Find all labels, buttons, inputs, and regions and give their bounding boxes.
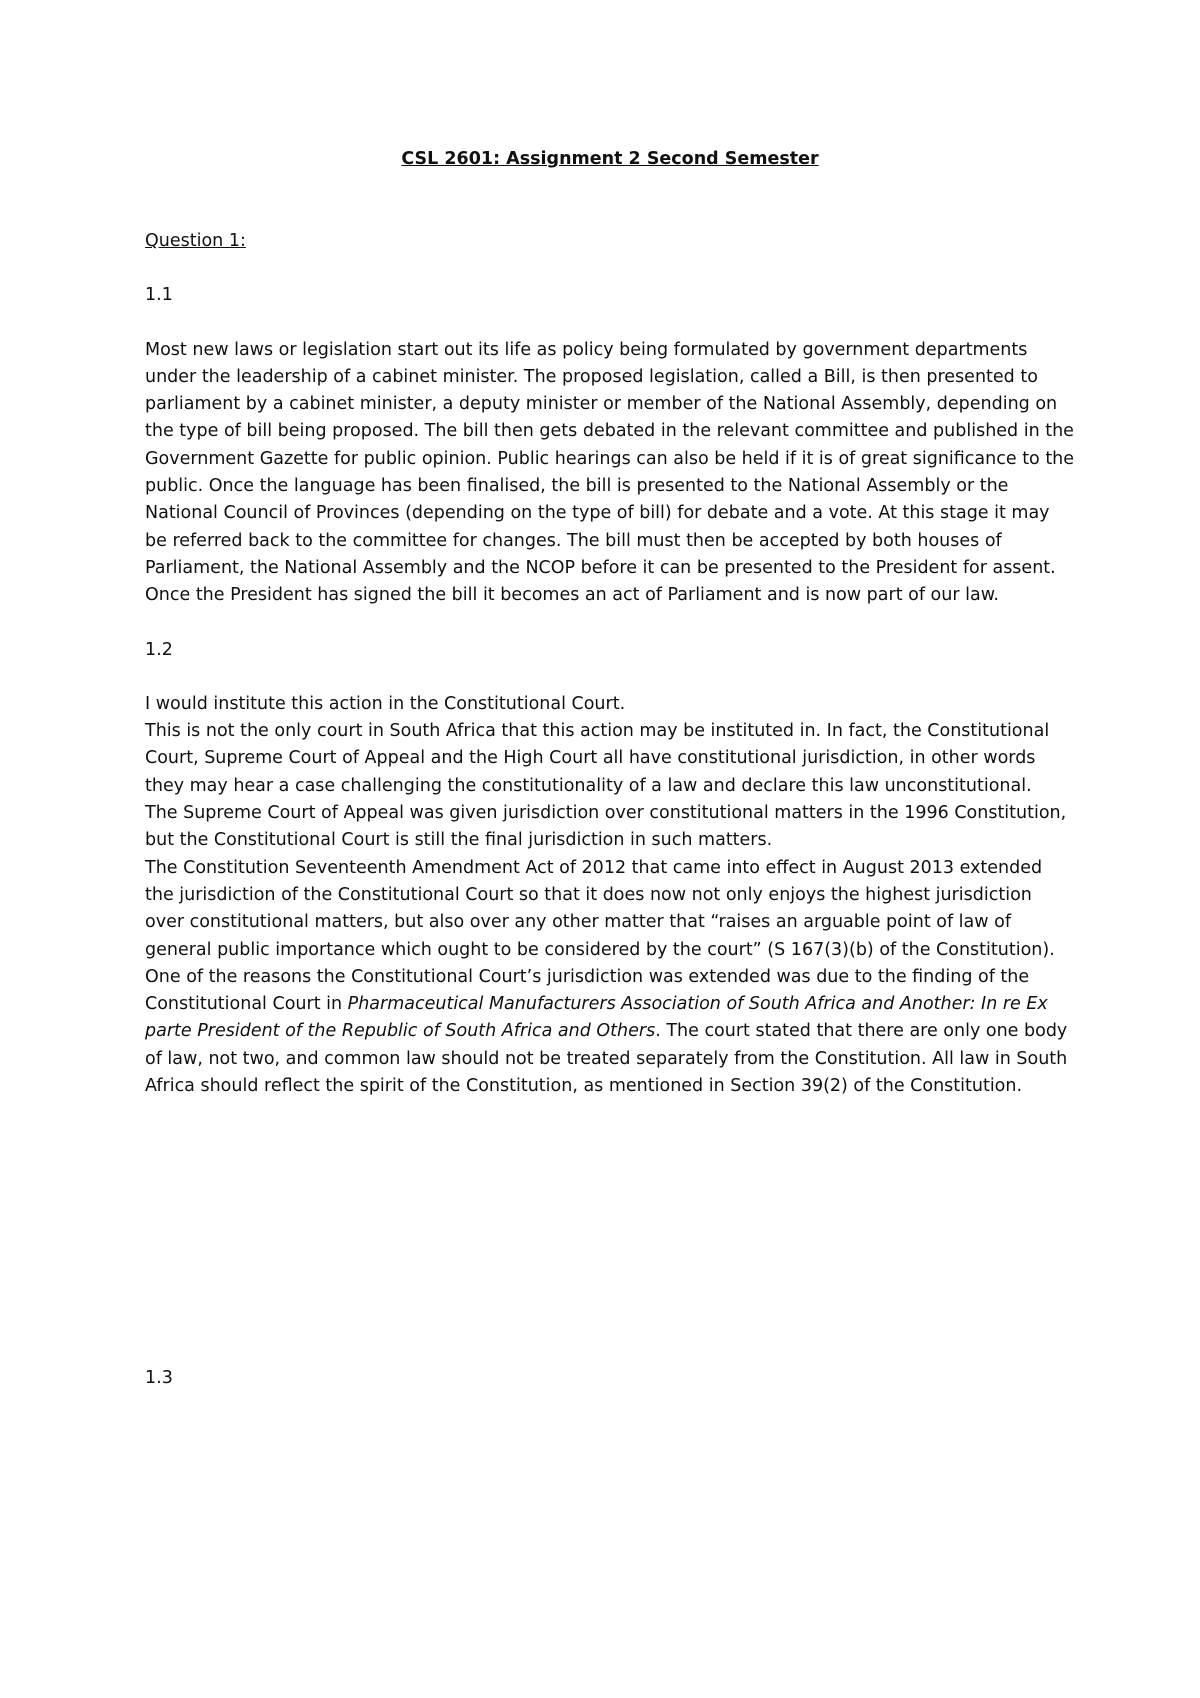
case-name: Pharmaceutical Manufacturers Association of South Africa and Another: In re Ex parte President of the Republic of South Africa and Others xyxy=(145,994,1048,1042)
section-1-2-line-2: This is not the only court in South Africa that this action may be instituted in. In fact, the Constitutional Court, Supreme Court of Appeal and the High Court all have constitutional jurisdiction, in other words they may hear a case challenging the constitutionality of a law and declare this law unconstitutional. xyxy=(145,721,1050,796)
case-outro-text: . The court stated that there are only one body of law, not two, and common law should not be treated separately from the Constitution. All law in South Africa should reflect the spirit of the Constitution, as mentioned in Section 39(2) of the Constitution. xyxy=(145,1021,1068,1097)
section-1-1-paragraph: Most new laws or legislation start out its life as policy being formulated by government departments under the leadership of a cabinet minister. The proposed legislation, called a Bill, is then presented to parliament by a cabinet minister, a deputy minister or member of the National Assembly, depending on the type of bill being proposed. The bill then gets debated in the relevant committee and published in the Government Gazette for public opinion. Public hearings can also be held if it is of great significance to the public. Once the language has been finalised, the bill is presented to the National Assembly or the National Council of Provinces (depending on the type of bill) for debate and a vote. At this stage it may be referred back to the committee for changes. The bill must then be accepted by both houses of Parliament, the National Assembly and the NCOP before it can be presented to the President for assent. Once the President has signed the bill it becomes an act of Parliament and is now part of our law. xyxy=(145,339,1075,606)
section-number-1-2: 1.2 xyxy=(145,639,173,660)
section-1-2-line-4: The Constitution Seventeenth Amendment Act of 2012 that came into effect in August 2013 extended the jurisdiction of the Constitutional Court so that it does now not only enjoys the highest jurisdiction over constitutional matters, but also over any other matter that “raises an arguable point of law of general public importance which ought to be considered by the court” (S 167(3)(b) of the Constitution). xyxy=(145,857,1055,960)
question-heading: Question 1: xyxy=(145,231,246,251)
section-1-2-line-3: The Supreme Court of Appeal was given jurisdiction over constitutional matters in the 1996 Constitution, but the Constitutional Court is still the final jurisdiction in such matters. xyxy=(145,803,1067,851)
document-content xyxy=(145,146,1075,1393)
case-intro-text: One of the reasons the Constitutional Court’s jurisdiction was extended was due to the finding of the Constitutional Court in xyxy=(145,966,1030,1015)
section-number-1-3: 1.3 xyxy=(145,1368,173,1389)
document-title: CSL 2601: Assignment 2 Second Semester xyxy=(401,149,819,169)
section-number-1-1: 1.1 xyxy=(145,285,173,306)
section-1-2-line-5 xyxy=(145,964,1075,1100)
section-1-2-line-1: I would institute this action in the Constitutional Court. xyxy=(145,693,626,714)
